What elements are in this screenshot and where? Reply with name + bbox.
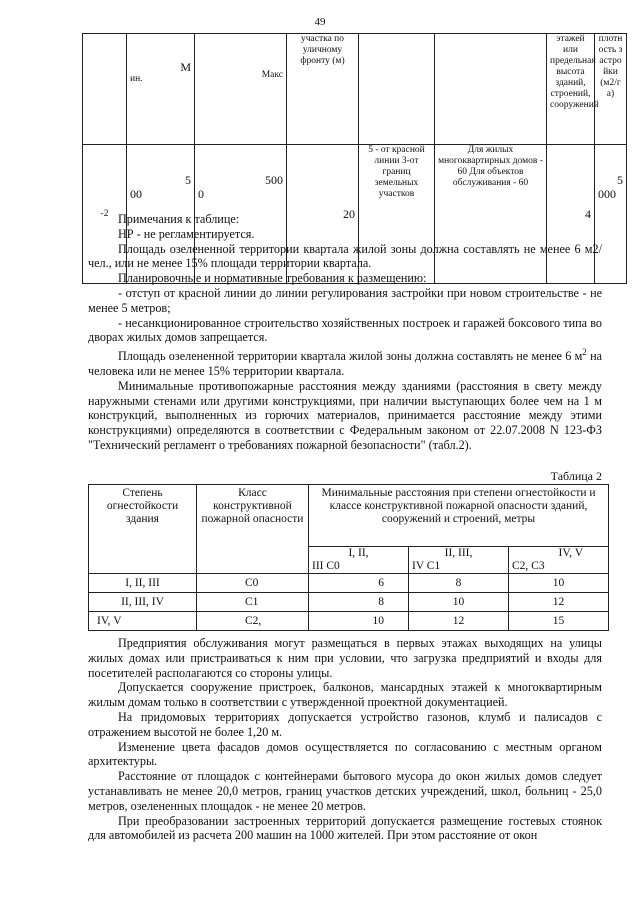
regulation-paragraph: На придомовых территориях допускается устройство газонов, клумб и палисадов с отражением высотой не более 1,20 м.: [88, 709, 602, 739]
t1-head-min-area: [127, 34, 195, 145]
t1-cell-density-line1: 5: [617, 173, 623, 187]
t1-cell-setback: 5 - от красной линии 3-от границ земельных участков: [359, 145, 435, 284]
t1-cell-max-line2: 0: [198, 187, 204, 201]
t2-sub-2-line2: IV С1: [412, 560, 441, 572]
t1-cell-min-line2: 00: [130, 187, 142, 201]
regulation-paragraph: Изменение цвета фасадов домов осуществляется по согласованию с местным органом архитектуры.: [88, 739, 602, 769]
t2-head-group: Минимальные расстояния при степени огнестойкости и классе конструктивной пожарной опасности зданий, сооружений и строений, метры: [309, 485, 609, 547]
notes-paragraph: НР - не регламентируется.: [118, 226, 255, 241]
t2-value: 10: [509, 574, 609, 593]
t1-head-min-line1: М: [180, 60, 191, 74]
table1-header-row: [83, 34, 627, 145]
table2-caption: Таблица 2: [550, 469, 602, 483]
regulation-paragraph: При преобразовании застроенных территорий допускается размещение гостевых стоянок для автомобилей из расчета 200 машин на 1000 жителей. При этом расстояние от окон: [88, 813, 602, 843]
t2-value: 15: [509, 612, 609, 631]
table-row: [89, 593, 609, 612]
notes-paragraph: - отступ от красной линии до линии регулирования застройки при новом строительстве - не менее 5 метров;: [88, 285, 602, 315]
fire-distance-paragraph: Минимальные противопожарные расстояния между зданиями (расстояния в свету между наружными стенами или другими конструкциями, при наличии выступающих более чем на 1 м конструкций, выполненных из горючих материалов, принимается расстояние между этими конструкциями) определяются в соответствии с Федеральным законом от 22.07.2008 N 123-ФЗ "Технический регламент о требованиях пожарной безопасности" (табл.2).: [88, 378, 602, 453]
t2-degree: I, II, III: [89, 574, 197, 593]
t2-sub-2-line1: II, III,: [444, 547, 473, 559]
t2-sub-1-line2: III С0: [312, 560, 340, 572]
t2-sub-1-line1: I, II,: [348, 547, 369, 559]
regulation-paragraph: Расстояние от площадок с контейнерами бытового мусора до окон жилых домов следует устанавливать не менее 20,0 метров, границ участков детских учреждений, школ, больниц - 25,0 метров, озелененных площадок - не менее 20 метров.: [88, 769, 602, 813]
green-area-paragraph: [88, 345, 602, 379]
regulations-section: [88, 636, 602, 843]
t2-value: 12: [509, 593, 609, 612]
t1-cell-max-line1: 500: [265, 173, 283, 187]
t2-head-class: Класс конструктивной пожарной опасности: [197, 485, 309, 574]
t1-head-setback: [359, 34, 435, 145]
t2-value: 8: [409, 574, 509, 593]
notes-paragraph: Примечания к таблице:: [118, 212, 240, 226]
t2-value: 8: [309, 593, 409, 612]
t1-cell-floors: 4: [547, 145, 595, 284]
t1-cell-zone: -2: [83, 145, 127, 284]
table-row: [89, 612, 609, 631]
notes-paragraph: - несанкционированное строительство хозяйственных построек и гаражей боксового типа во дворах жилых домов запрещается.: [88, 315, 602, 345]
notes-section: [88, 212, 602, 453]
t2-degree: II, III, IV: [89, 593, 197, 612]
t1-head-frontage: участка по уличному фронту (м): [287, 34, 359, 145]
green-area-text: Площадь озелененной территории квартала жилой зоны должна составлять не менее 6 м: [118, 349, 583, 364]
t2-sub-3-line2: С2, С3: [512, 560, 545, 572]
t2-sub-3-line1: IV, V: [558, 547, 584, 559]
table2-header-row: [89, 485, 609, 547]
t2-sub-1: [309, 547, 409, 574]
t2-value: 10: [409, 593, 509, 612]
regulation-paragraph: Предприятия обслуживания могут размещаться в первых этажах выходящих на улицы жилых домах или пристраиваться к ним при условии, что загрузка предприятий и входы для посетителей располагаются со стороны улицы.: [88, 636, 602, 680]
t1-cell-min-line1: 5: [185, 173, 191, 187]
t2-head-degree: Степень огнестойкости здания: [89, 485, 197, 574]
page-number: 49: [314, 16, 326, 28]
t1-head-max-area: Макс: [195, 34, 287, 145]
t2-value: 6: [309, 574, 409, 593]
t2-sub-3: [509, 547, 609, 574]
green-area-superscript: 2: [582, 347, 587, 358]
t2-degree: IV, V: [89, 612, 197, 631]
t2-value: 10: [309, 612, 409, 631]
t1-head-min-line2: ин.: [130, 74, 143, 84]
t1-head-coverage: [435, 34, 547, 145]
t1-head-floors: этажей или предельная высота зданий, строений, сооружений: [547, 34, 595, 145]
t2-class: С0: [197, 574, 309, 593]
t2-class: С1: [197, 593, 309, 612]
t2-value: 12: [409, 612, 509, 631]
notes-paragraph: Площадь озелененной территории квартала жилой зоны должна составлять не менее 6 м2/чел., или не менее 15% площади территории квартала.: [88, 241, 602, 271]
fire-distance-table: [88, 484, 609, 631]
t1-cell-coverage: Для жилых многоквартирных домов - 60 Для объектов обслуживания - 60: [435, 145, 547, 284]
t1-cell-density-line2: 000: [598, 187, 616, 201]
t2-class: С2,: [197, 612, 309, 631]
t2-sub-2: [409, 547, 509, 574]
t1-cell-frontage: 20: [287, 145, 359, 284]
t1-head-zone: [83, 34, 127, 145]
green-area-text-end: на человека или не менее 15% территории квартала.: [88, 349, 602, 379]
t1-head-density: плотность застройки (м2/га): [595, 34, 627, 145]
table-row: [89, 574, 609, 593]
regulation-paragraph: Допускается сооружение пристроек, балконов, мансардных этажей к многоквартирным жилым домам только в соответствии с утвержденной проектной документацией.: [88, 680, 602, 710]
notes-paragraph: Планировочные и нормативные требования к размещению:: [118, 271, 427, 286]
